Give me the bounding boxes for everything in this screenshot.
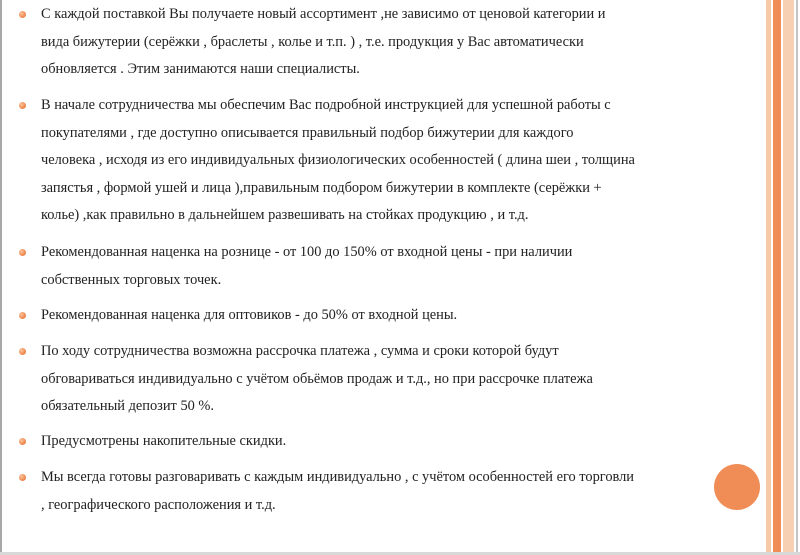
text-line: Рекомендованная наценка на рознице - от 100 до 150% от входной цены - при наличии: [41, 244, 573, 260]
bullet-icon: [19, 312, 27, 320]
text-line: запястья , формой ушей и лица ),правильным подбором бижутерии в комплекте (серёжки +: [41, 179, 602, 196]
bullet-icon: [19, 11, 27, 19]
bullet-icon: [19, 249, 27, 257]
bullet-text: [41, 428, 776, 456]
slide-right-border: [796, 0, 798, 555]
text-line: собственных торговых точек.: [41, 271, 222, 288]
text-line: Предусмотрены накопительные скидки.: [41, 433, 287, 449]
text-line: обязательный депозит 50 %.: [41, 398, 215, 414]
bullet-icon: [19, 102, 27, 110]
text-line: колье) ,как правильно в дальнейшем развешивать на стойках продукцию , и т.д.: [41, 207, 529, 223]
text-line: Рекомендованная наценка для оптовиков - до 50% от входной цены.: [41, 307, 458, 323]
bullet-text: [41, 239, 776, 294]
text-line: С каждой поставкой Вы получаете новый ассортимент ,не зависимо от ценовой категории и: [41, 6, 606, 22]
text-line: человека , исходя из его индивидуальных физиологических особенностей ( длина шеи , толщина: [41, 152, 635, 168]
bullet-text: [41, 464, 776, 519]
bullet-icon: [19, 438, 27, 446]
text-line: , географического расположения и т.д.: [41, 496, 276, 513]
text-line: По ходу сотрудничества возможна рассрочка платежа , сумма и сроки которой будут: [41, 343, 559, 359]
text-line: Мы всегда готовы разговаривать с каждым индивидуально , с учётом особенностей его торговли: [41, 469, 635, 485]
text-line: обновляется . Этим занимаются наши специалисты.: [41, 61, 360, 77]
bullet-text: [41, 92, 776, 230]
text-line: покупателями , где доступно описывается правильный подбор бижутерии для каждого: [41, 124, 574, 141]
slide-left-border: [0, 0, 2, 555]
bullet-text: [41, 302, 776, 330]
text-line: В начале сотрудничества мы обеспечим Вас подробной инструкцией для успешной работы с: [41, 97, 611, 113]
text-line: обговариваться индивидуально с учётом обьёмов продаж и т.д., но при рассрочке платежа: [41, 370, 593, 387]
bullet-text: [41, 1, 776, 84]
bullet-icon: [19, 348, 27, 356]
bullet-icon: [19, 474, 27, 482]
bullet-text: [41, 338, 776, 421]
text-line: вида бижутерии (серёжки , браслеты , колье и т.п. ) , т.е. продукция у Вас автоматически: [41, 33, 584, 50]
decorative-stripe-pale: [783, 0, 794, 555]
